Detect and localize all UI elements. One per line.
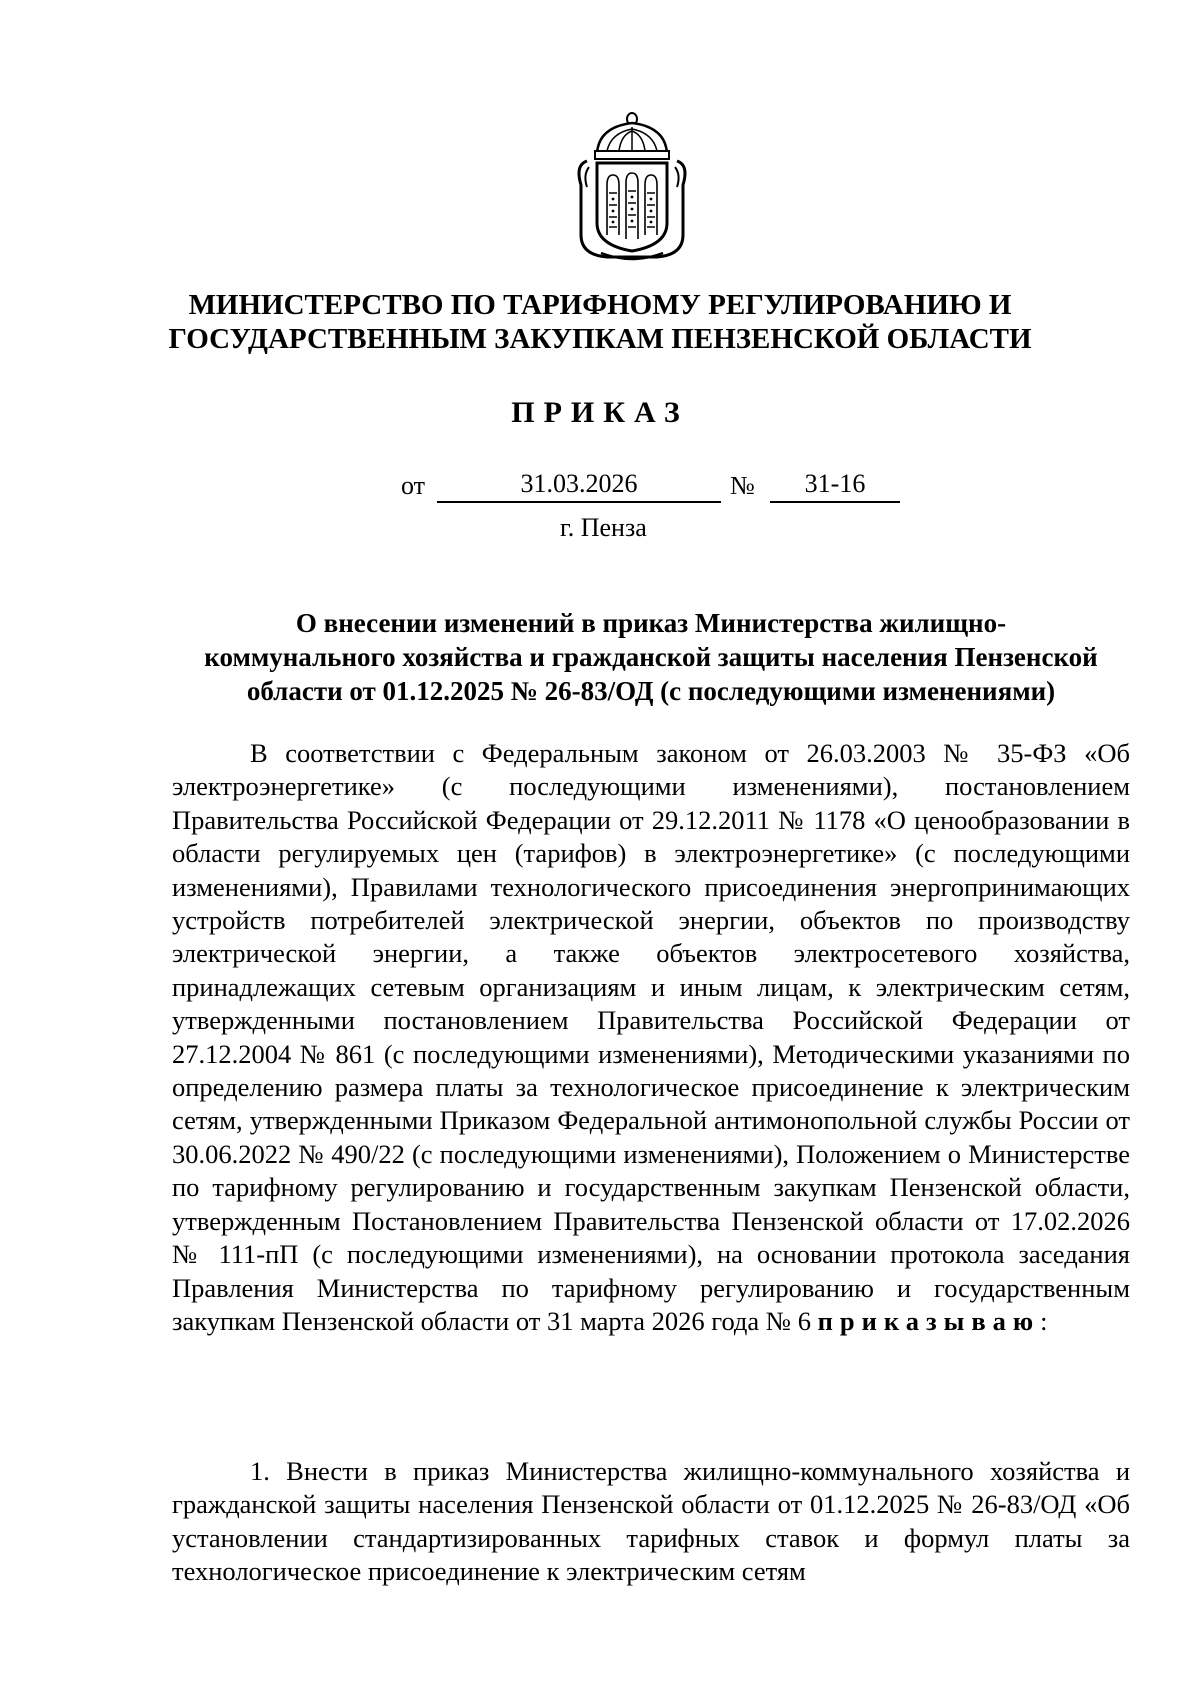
preamble-text: В соответствии с Федеральным законом от 26.03.2003 № 35-ФЗ «Об электроэнергетике» (с последующими изменениями), постановлением Правительства Российской Федерации от 29.12.2011 № 1178 «О ценообразовании в области регулируемых цен (тарифов) в электроэнергетике» (с последующими изменениями), Правилами технологического присоединения энергопринимающих устройств потребителей электрической энергии, объектов по производству электрической энергии, а также объектов электросетевого хозяйства, принадлежащих сетевым организациям и иным лицам, к электрическим сетям, утвержденными постановлением Правительства Российской Федерации от 27.12.2004 № 861 (с последующими изменениями), Методическими указаниями по определению размера платы за технологическое присоединение к электрическим сетям, утвержденными Приказом Федеральной антимонопольной службы России от 30.06.2022 № 490/22 (с последующими изменениями), Положением о Министерстве по тарифному регулированию и государственным закупкам Пензенской области, утвержденным Постановлением Правительства Пензенской области от 17.02.2026 № 111-пП (с последующими изменениями), на основании протокола заседания Правления Министерства по тарифному регулированию и государственным закупкам Пензенской области от 31 марта 2026 года № 6 (172, 738, 1130, 1336)
document-title (172, 606, 1130, 708)
document-number: 31-16 (770, 469, 900, 503)
command-word: приказываю (817, 1305, 1041, 1336)
document-date: 31.03.2026 (437, 469, 721, 503)
date-prefix-label: от (401, 471, 426, 500)
city-label: г. Пенза (560, 513, 647, 542)
document-type-heading: ПРИКАЗ (511, 396, 689, 429)
ministry-name-line-2: ГОСУДАРСТВЕННЫМ ЗАКУПКАМ ПЕНЗЕНСКОЙ ОБЛАСТИ (168, 323, 1032, 355)
ministry-name-line-1: МИНИСТЕРСТВО ПО ТАРИФНОМУ РЕГУЛИРОВАНИЮ И (188, 289, 1012, 321)
preamble-paragraph (172, 737, 1130, 1338)
penza-coat-of-arms-emblem (567, 105, 697, 265)
document-title-line-1: О внесении изменений в приказ Министерства жилищно- (295, 608, 1007, 638)
document-title-line-3: области от 01.12.2025 № 26-83/ОД (с последующими изменениями) (246, 676, 1056, 706)
item-1-paragraph: 1. Внести в приказ Министерства жилищно-коммунального хозяйства и гражданской защиты населения Пензенской области от 01.12.2025 № 26-83/ОД «Об установлении стандартизированных тарифных ставок и формул платы за технологическое присоединение к электрическим сетям (172, 1456, 1130, 1587)
ministry-name (150, 288, 1050, 356)
document-title-line-2: коммунального хозяйства и гражданской защиты населения Пензенской (204, 642, 1098, 672)
number-sign-label: № (730, 471, 755, 500)
command-colon: : (1040, 1305, 1048, 1336)
